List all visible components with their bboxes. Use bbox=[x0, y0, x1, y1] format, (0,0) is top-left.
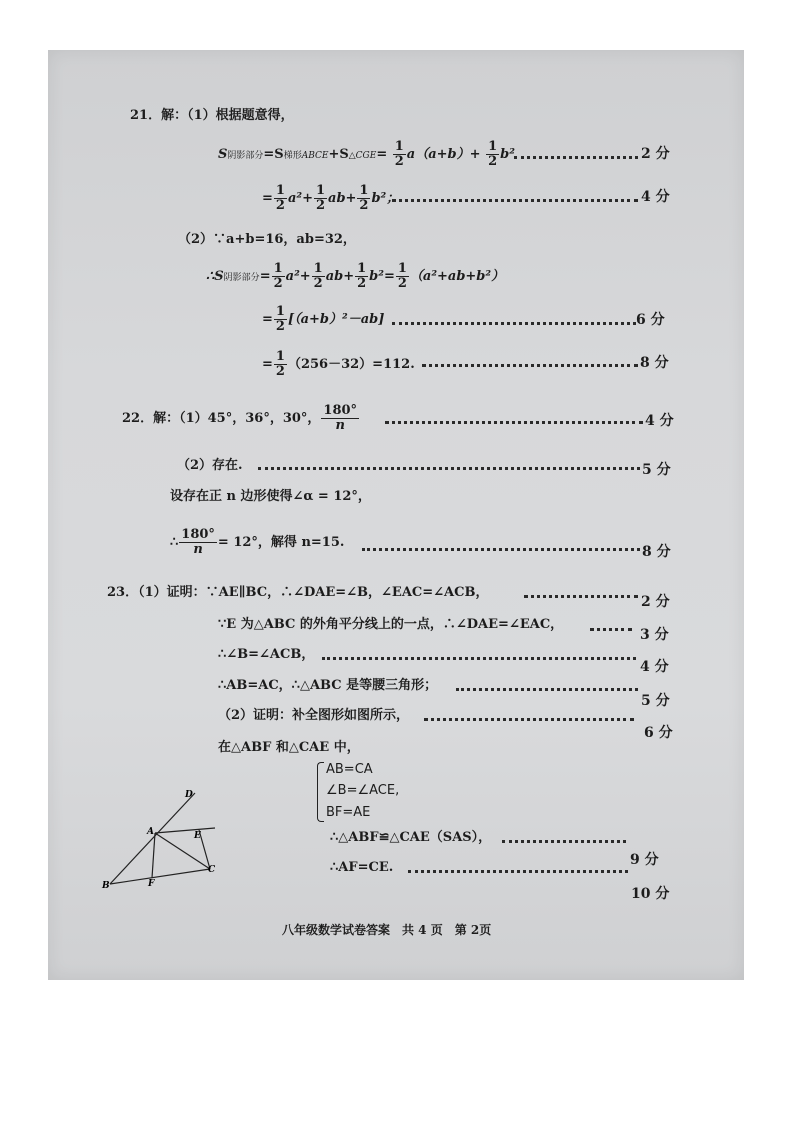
leader-dots bbox=[502, 840, 626, 843]
leader-dots bbox=[422, 364, 638, 367]
q23-line2: ∵E 为△ABC 的外角平分线上的一点，∴∠DAE=∠EAC， bbox=[218, 617, 564, 632]
q21-formula-line2: = $\frac{1}{2}$ a²+ $\frac{1}{2}$ ab+ $\frac{1}{2}$ b²； bbox=[262, 183, 400, 213]
q23-line7: ∴△ABF≌△CAE（SAS）， bbox=[330, 830, 492, 845]
figure-label-a: A bbox=[147, 827, 154, 837]
q21-heading: 21．解：（1）根据题意得， bbox=[130, 108, 294, 123]
q23-score-10: 10 分 bbox=[631, 886, 670, 902]
figure-label-d: D bbox=[185, 790, 193, 800]
leader-dots bbox=[514, 156, 638, 159]
q21-formula-line5: = $\frac{1}{2}$ [（a+b）²－ab] bbox=[262, 304, 385, 334]
leader-dots bbox=[392, 199, 638, 202]
figure-label-f: F bbox=[148, 879, 155, 889]
q22-part2: （2）存在. bbox=[177, 458, 243, 473]
q23-line5: （2）证明：补全图形如图所示， bbox=[218, 708, 410, 723]
leader-dots bbox=[392, 322, 636, 325]
leader-dots bbox=[258, 467, 640, 470]
leader-dots bbox=[322, 657, 636, 660]
q21-formula-line4: ∴S阴影部分= $\frac{1}{2}$ a²+ $\frac{1}{2}$ ab+ $\frac{1}{2}$ b²= $\frac{1}{2}$ （a²+ab+b²） bbox=[206, 261, 505, 291]
q23-line4: ∴AB=AC，∴△ABC 是等腰三角形； bbox=[218, 678, 438, 693]
figure-label-b: B bbox=[102, 881, 110, 891]
leader-dots bbox=[362, 548, 640, 551]
system-eq-3: BF=AE bbox=[326, 805, 371, 820]
q23-line6: 在△ABF 和△CAE 中， bbox=[218, 740, 360, 755]
q23-score-3: 3 分 bbox=[640, 627, 669, 643]
figure-label-c: C bbox=[208, 865, 216, 875]
q23-score-4: 4 分 bbox=[640, 659, 669, 675]
q23-score-6: 6 分 bbox=[644, 725, 673, 741]
q21-formula-line6: = $\frac{1}{2}$ （256－32）=112. bbox=[262, 349, 415, 379]
q21-formula-line1: S阴影部分=S梯形ABCE+S△CGE= $\frac{1}{2}$ a（a+b）+ $\frac{1}{2}$ b² bbox=[218, 139, 515, 169]
q21-score-2: 2 分 bbox=[641, 146, 670, 162]
leader-dots bbox=[385, 421, 643, 424]
q23-score-2: 2 分 bbox=[641, 594, 670, 610]
q22-score-8: 8 分 bbox=[642, 544, 671, 560]
leader-dots bbox=[524, 595, 638, 598]
q21-score-8: 8 分 bbox=[640, 355, 669, 371]
leader-dots bbox=[590, 628, 632, 631]
q21-score-6: 6 分 bbox=[636, 312, 665, 328]
q23-score-9: 9 分 bbox=[630, 852, 659, 868]
q22-score-5: 5 分 bbox=[642, 462, 671, 478]
system-brace bbox=[317, 762, 324, 822]
q22-conclusion: ∴ $\frac{180^\circ}{n}$ = 12°，解得 n=15. bbox=[170, 527, 345, 557]
triangle-figure bbox=[95, 785, 225, 895]
leader-dots bbox=[424, 718, 634, 721]
q21-part2: （2）∵a+b=16，ab=32， bbox=[178, 232, 356, 247]
system-eq-2: ∠B=∠ACE, bbox=[326, 783, 400, 798]
q23-score-5: 5 分 bbox=[641, 693, 670, 709]
q23-line3: ∴∠B=∠ACB， bbox=[218, 647, 315, 662]
system-eq-1: AB=CA bbox=[326, 762, 373, 777]
leader-dots bbox=[456, 688, 638, 691]
page-footer: 八年级数学试卷答案 共 4 页 第 2页 bbox=[282, 923, 492, 937]
figure-label-e: E bbox=[194, 831, 201, 841]
q23-line1: 23．（1）证明：∵AE∥BC，∴∠DAE=∠B，∠EAC=∠ACB， bbox=[107, 585, 489, 600]
q22-assume: 设存在正 n 边形使得∠α = 12°， bbox=[170, 489, 371, 504]
q23-line8: ∴AF=CE. bbox=[330, 860, 394, 875]
leader-dots bbox=[408, 870, 628, 873]
q22-part1: 22．解：（1）45°，36°，30°， $\frac{180^\circ}{n}$ bbox=[122, 403, 358, 433]
q21-score-4: 4 分 bbox=[641, 189, 670, 205]
q22-score-4: 4 分 bbox=[645, 413, 674, 429]
